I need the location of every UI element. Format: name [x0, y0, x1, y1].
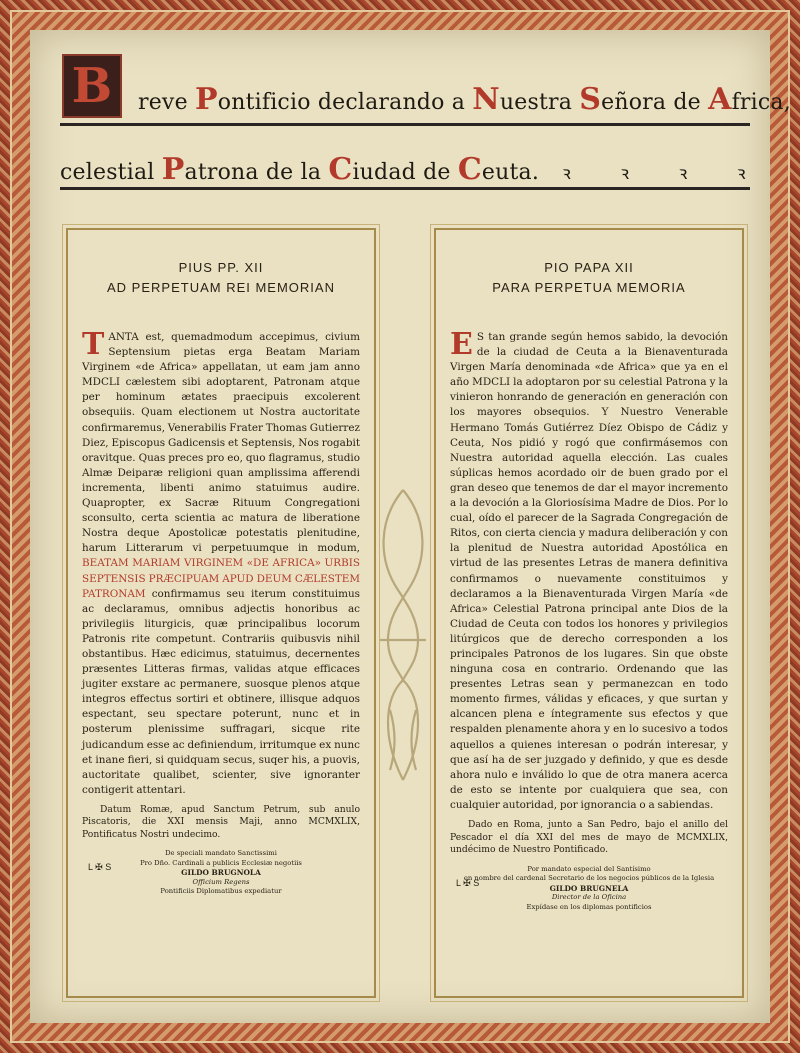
document-page — [30, 30, 791, 1023]
spanish-column — [434, 228, 744, 998]
title-capital: C — [457, 152, 482, 187]
sig-line: Expídase en los diplomas pontificios — [526, 902, 652, 911]
latin-heading — [82, 258, 360, 298]
sig-name: GILDO BRUGNELA — [549, 883, 629, 893]
title-capital: S — [579, 82, 602, 117]
sig-title: Director de la Oficina — [551, 893, 627, 901]
latin-seal-mark: L ✠ S — [88, 862, 112, 873]
sig-line: Por mandato especial del Santísimo — [527, 864, 651, 873]
sig-line: Pro Dño. Cardinali a publicis Ecclesiæ negotiis — [140, 858, 302, 867]
spanish-heading-pope: PIO PAPA XII — [544, 260, 634, 275]
spanish-body — [450, 327, 728, 813]
latin-text-part2: confirmamus seu iterum constituimus ac declaramus, omnibus adjectis honoribus ac privilegiis liturgicis, quæ principalibus locorum Patronis rite competunt. Contrariis quibusvis nihil obstantibus. Hæc edicimus, statuimus, decernentes præsentes Litteras firmas, validas atque efficaces jugiter exstare ac permanere, suosque plenos atque integros effectus sortiri et obtinere, illisque adquos espectant, seu spectare poterunt, nunc et in posterum plenissime suffragari, sicque rite judicandum esse ac definiendum, irritumque ex nunc et inane fieri, si quidquam secus, suqer his, a puovis, auctoritate qualibet, scienter, sive ignoranter contigerit attentari. — [82, 587, 360, 796]
spanish-seal-mark: L ✠ S — [456, 877, 480, 888]
title-capital: P — [195, 82, 218, 117]
latin-signature — [82, 849, 360, 897]
title-word: reve — [138, 90, 188, 115]
title-word: uestra — [499, 90, 573, 115]
spanish-text: S tan grande según hemos sabido, la devoción de la ciudad de Ceuta a la Bienaventurada Virgen María denominada «de Africa» que ya en el año MDCLI la adoptaron por su celestial Patrona y la vinieron honrando de generación en generación con los mayores obsequios. Y Nuestro Venerable Hermano Tomás Gutiérrez Díez Obispo de Cádiz y Ceuta, Nos pidió y rogó que confirmásemos con Nuestra autoridad aquella elección. Las cuales súplicas hemos acordado oir de buen grado por el gran deseo que tenemos de dar el mayor incremento a la devoción a la Gloriosísima Madre de Dios. Por lo cual, oído el parecer de la Sagrada Congregación de Ritos, con cierta ciencia y madura deliberación y con la plenitud de Nuestra autoridad Apostólica en virtud de las presentes Letras de manera definitiva confirmamos o nuevamente constituimos y declaramos a la Bienaventurada Virgen María «de Africa» Celestial Patrona principal ante Dios de la Ciudad de Ceuta con todos los honores y privilegios litúrgicos que de derecho corresponden a los principales Patronos de los lugares. Sin que obste ninguna cosa en contrario. Ordenando que las presentes Letras sean y permanezcan en todo momento firmes, válidas y eficaces, y que surtan y alcancen plena e íntegramente sus efectos y que respalden plenamente ahora y en lo sucesivo a todos aquellos a quienes interesan o podrán interesar, y que así ha de ser juzgado y definido, y que es desde ahora nulo e inválido lo que de otra manera acerca de esto se intente por cualquiera que sea, con cualquier autoridad, por ignorancia o a sabiendas. — [450, 331, 728, 811]
title-word: atrona de la — [184, 160, 322, 185]
title-capital: P — [161, 152, 185, 187]
sig-title: Officium Regens — [192, 877, 250, 886]
central-ornament — [368, 480, 438, 790]
initial-letter: B — [71, 58, 113, 114]
latin-heading-pope: PIUS PP. XII — [178, 260, 264, 275]
spanish-drop-cap: E — [450, 327, 473, 362]
title-word: ontificio declarando a — [217, 90, 466, 115]
latin-highlight: BEATAM MARIAM VIRGINEM «DE AFRICA» URBIS SEPTENSIS PRÆCIPUAM APUD DEUM CÆLESTEM PATRONAM — [82, 557, 360, 600]
sig-line: Pontificiis Diplomatibus expediatur — [160, 887, 282, 896]
spanish-signature — [450, 865, 728, 913]
title-line-2 — [60, 130, 768, 190]
latin-column — [66, 228, 376, 998]
illuminated-initial — [62, 54, 122, 118]
latin-text-part1: ANTA est, quemadmodum accepimus, civium Septensium pietas erga Beatam Mariam Virginem «de Africa» appellatan, ut eam jam anno MDCLI cælestem sibi adoptarent, Patronam atque per hominum ætates praecipuis excolerent obsequiis. Quam electionem ut Nostra auctoritate confirmaremus, Venerabilis Frater Thomas Gutierrez Diez, Episcopus Gadicensis et Septensis, Nos rogabit oravitque. Quas preces pro eo, quo flagramus, studio Almæ Deiparæ religioni quan amplissima afferendi incrementa, libenti animo statuimus audire. Quapropter, ex Sacræ Rituum Congregationi sconsulto, certa scientia ac matura de liberatione Nostra deque Apostolicæ potestatis plenitudine, harum Litterarum vi perpetuumque in modum, — [82, 331, 360, 555]
title-word: iudad de — [352, 160, 451, 185]
latin-body — [82, 327, 360, 798]
sig-name: GILDO BRUGNOLA — [181, 868, 261, 878]
title-word: eñora de — [601, 90, 701, 115]
spanish-heading-subtitle: PARA PERPETUA MEMORIA — [492, 280, 686, 295]
latin-drop-cap: T — [82, 327, 105, 362]
sig-line: en nombre del cardenal Secretario de los negocios públicos de la Iglesia — [463, 874, 715, 882]
title-capital: A — [708, 82, 732, 117]
title-capital: N — [472, 82, 500, 117]
title-capital: C — [328, 152, 353, 187]
title-word: celestial — [60, 160, 155, 185]
line-filler: ꝛ ꝛ ꝛ ꝛ — [562, 163, 768, 184]
title-word: frica, — [731, 90, 791, 115]
title-line-1 — [60, 54, 791, 126]
title-word: euta. — [481, 160, 540, 185]
sig-line: De speciali mandato Sanctissimi — [165, 849, 277, 858]
spanish-heading — [450, 258, 728, 298]
latin-heading-subtitle: AD PERPETUAM REI MEMORIAN — [107, 280, 335, 295]
latin-closing: Datum Romæ, apud Sanctum Petrum, sub anulo Piscatoris, die XXI mensis Maji, anno MCMXLIX, Pontificatus Nostri undecimo. — [82, 803, 360, 840]
spanish-closing: Dado en Roma, junto a San Pedro, bajo el anillo del Pescador el día XXI del mes de mayo de MCMXLIX, undécimo de Nuestro Pontificado. — [450, 819, 728, 855]
title-block — [60, 54, 791, 190]
